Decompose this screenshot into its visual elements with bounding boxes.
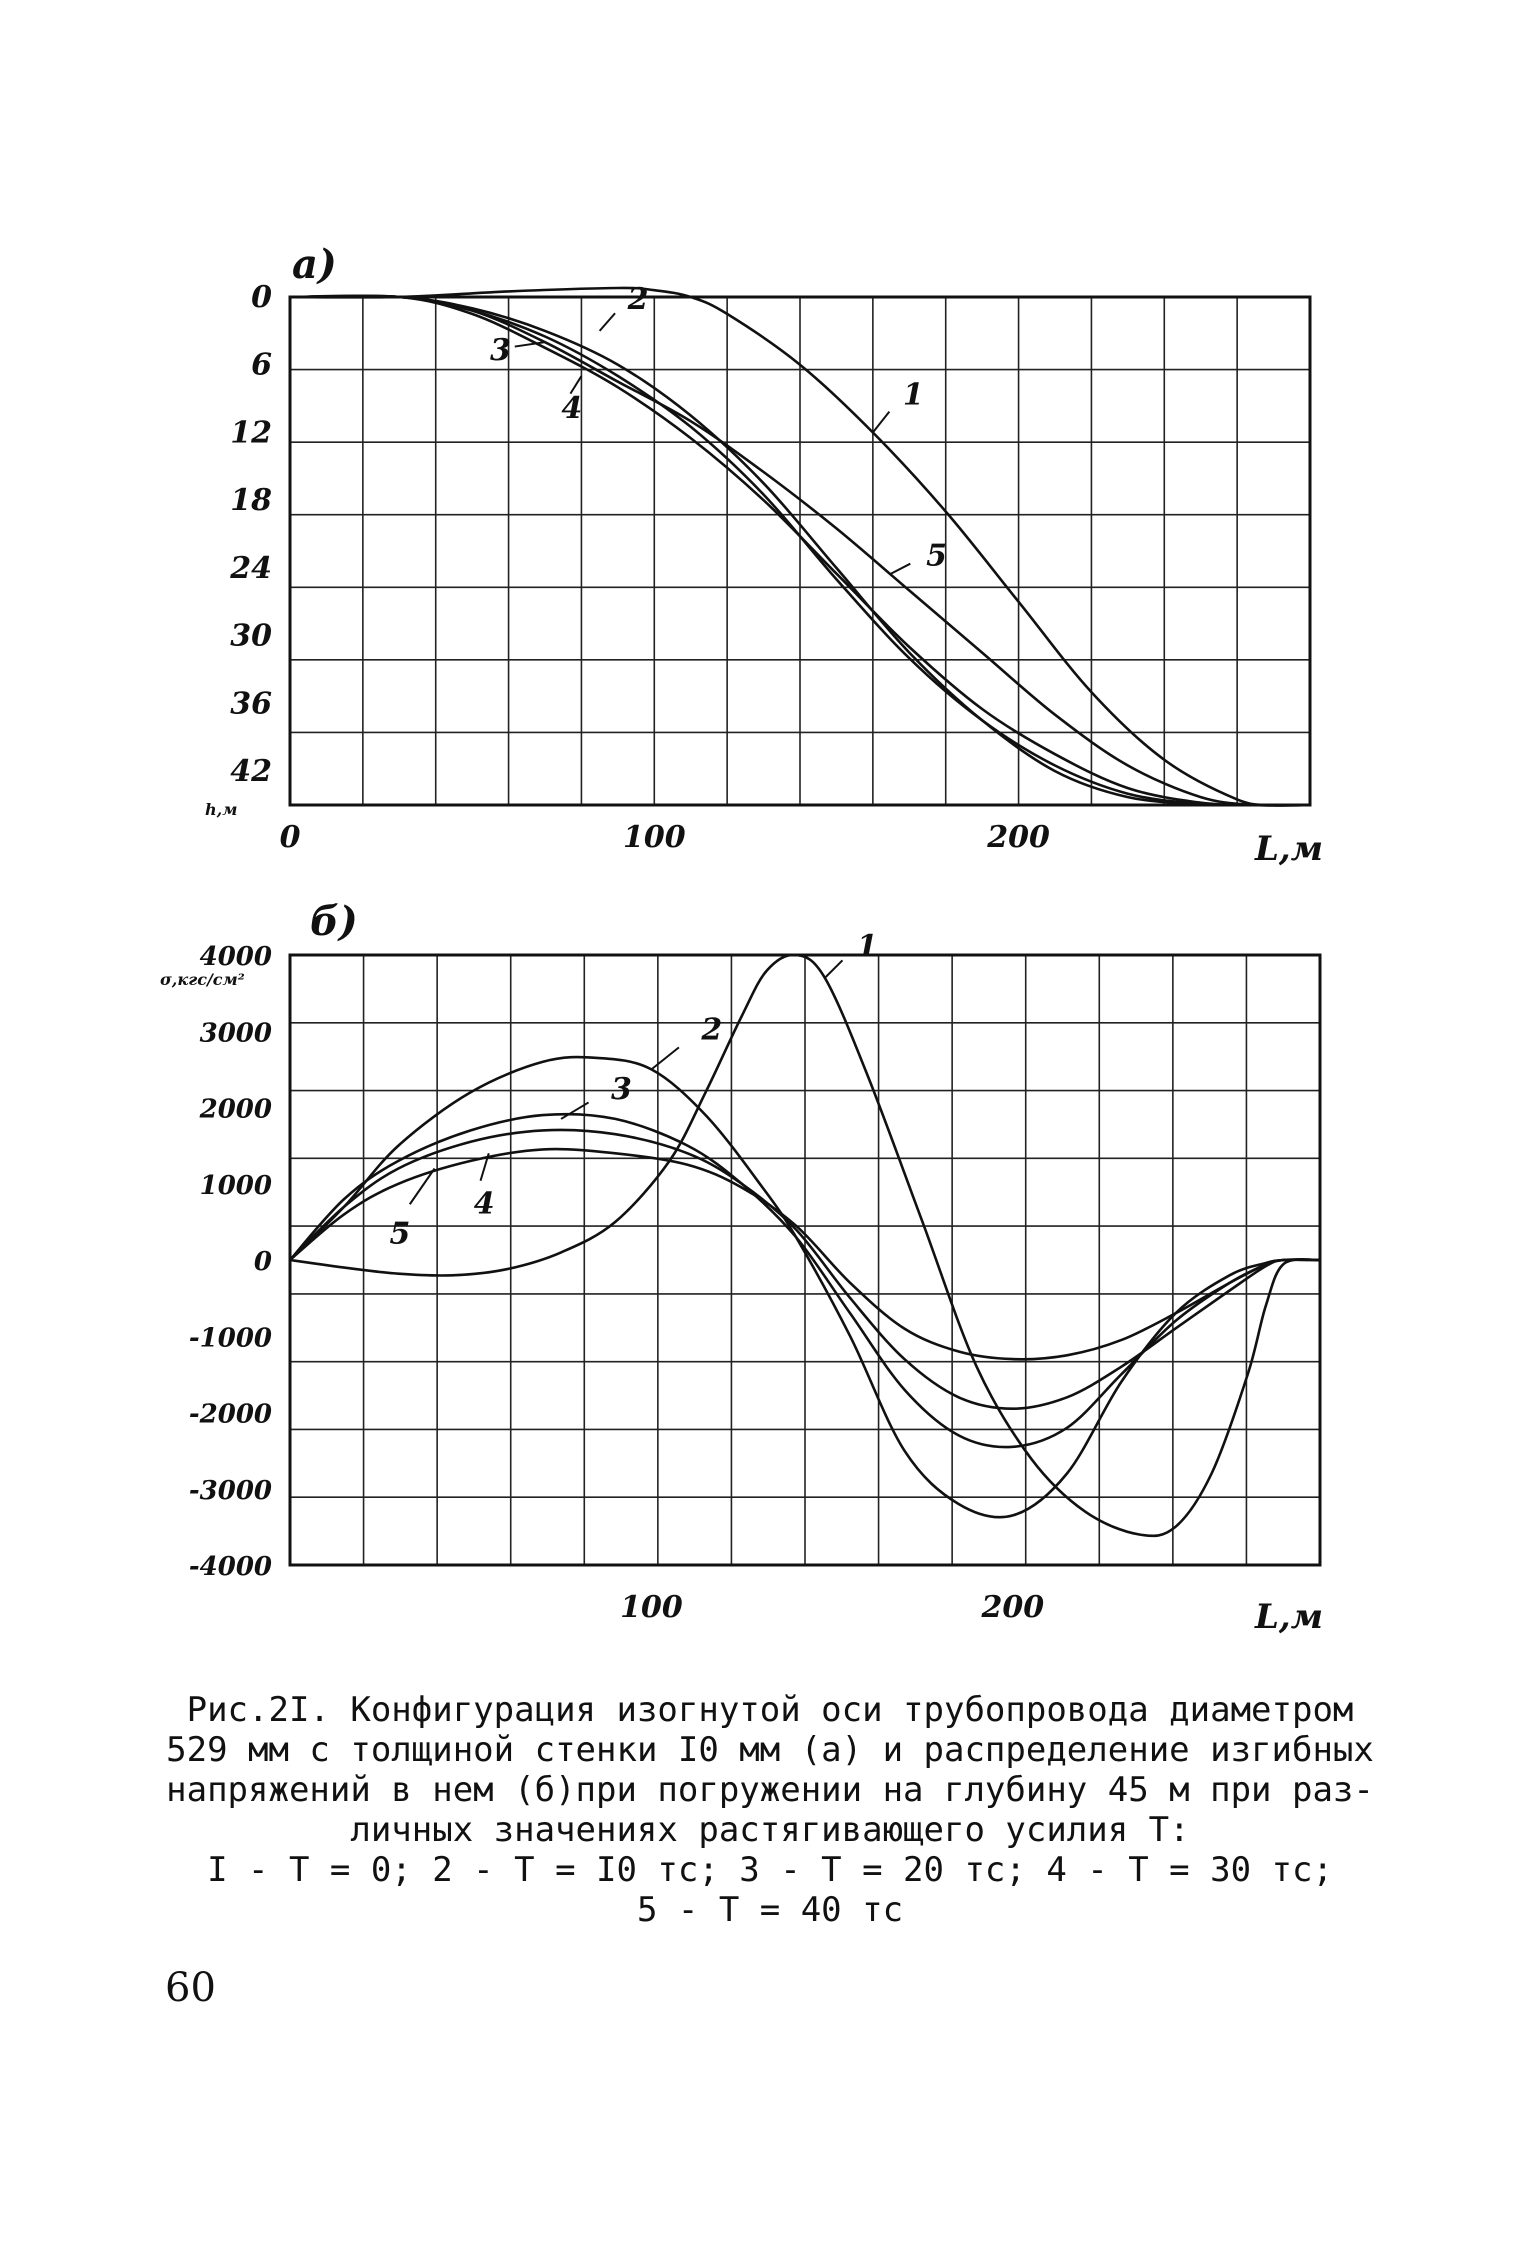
- x-axis-label: L,м: [1255, 829, 1324, 869]
- caption-legend-line: I - Т = 0; 2 - Т = I0 тс; 3 - Т = 20 тс; 4 - Т = 30 тс;: [207, 1850, 1333, 1890]
- panel-label: б): [310, 898, 358, 945]
- x-tick-label: 100: [622, 820, 686, 855]
- y-tick-label: -4000: [188, 1552, 272, 1582]
- series-label-1: 1: [902, 377, 924, 413]
- caption-line: 529 мм с толщиной стенки I0 мм (а) и распределение изгибных: [166, 1730, 1374, 1770]
- series-label-2: 2: [701, 1012, 723, 1048]
- series-label-1: 1: [856, 928, 878, 964]
- y-tick-label: -3000: [188, 1475, 272, 1506]
- y-axis-label: h,м: [205, 800, 238, 819]
- panel-label: а): [292, 241, 337, 288]
- caption-line: личных значениях растягивающего усилия Т:: [350, 1810, 1190, 1850]
- series-label-3: 3: [611, 1071, 632, 1107]
- series-label-leader: [825, 960, 843, 978]
- page-number: 60: [165, 1965, 216, 2011]
- figure-caption: [150, 1690, 1390, 1930]
- chart-panel-a: [205, 241, 1323, 869]
- grid: [290, 955, 1320, 1565]
- series-label-5: 5: [926, 538, 947, 574]
- y-tick-label: 0: [251, 280, 272, 315]
- caption-legend-line: 5 - Т = 40 тс: [636, 1890, 904, 1930]
- x-tick-label: 0: [279, 820, 301, 855]
- y-tick-label: 30: [230, 618, 272, 654]
- y-tick-label: 2000: [199, 1094, 272, 1125]
- series-label-leader: [873, 412, 890, 433]
- y-tick-label: 18: [230, 483, 272, 519]
- y-tick-label: 42: [230, 754, 272, 790]
- y-tick-label: 36: [230, 686, 272, 722]
- caption-line: Рис.2I. Конфигурация изогнутой оси трубопровода диаметром: [186, 1690, 1354, 1730]
- y-tick-label: 6: [251, 347, 272, 383]
- x-tick-label: 200: [987, 820, 1050, 855]
- series-label-4: 4: [561, 391, 583, 427]
- y-tick-label: 12: [230, 415, 272, 451]
- y-tick-label: 4000: [199, 942, 272, 972]
- series-label-5: 5: [389, 1216, 411, 1252]
- chart-panel-b: [160, 898, 1323, 1637]
- y-tick-label: 0: [253, 1247, 272, 1277]
- y-axis-label: σ,кгс/см²: [160, 970, 245, 989]
- y-tick-label: 1000: [199, 1170, 272, 1201]
- series-label-3: 3: [490, 333, 511, 369]
- x-tick-label: 100: [620, 1590, 683, 1625]
- series-label-4: 4: [473, 1186, 495, 1222]
- series-label-2: 2: [627, 281, 649, 317]
- series-label-leader: [651, 1047, 679, 1069]
- y-tick-label: 3000: [199, 1018, 272, 1049]
- grid: [290, 297, 1310, 805]
- caption-line: напряжений в нем (б)при погружении на глубину 45 м при раз-: [166, 1770, 1374, 1810]
- y-tick-label: -2000: [188, 1399, 272, 1430]
- y-tick-label: -1000: [188, 1323, 272, 1354]
- x-axis-label: L,м: [1255, 1597, 1324, 1637]
- series-label-leader: [600, 313, 615, 331]
- y-tick-label: 24: [230, 550, 272, 586]
- x-tick-label: 200: [981, 1590, 1045, 1625]
- series-label-leader: [891, 564, 910, 574]
